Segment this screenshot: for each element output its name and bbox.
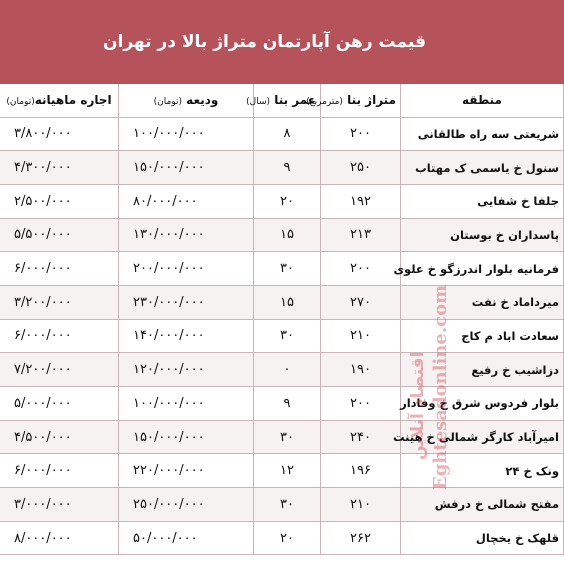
rent-cell: ۵/۰۰۰/۰۰۰ — [0, 387, 119, 421]
region-cell: سعادت اباد م کاج — [401, 319, 564, 353]
table-row — [0, 285, 564, 319]
deposit-cell: ۸۰/۰۰۰/۰۰۰ — [119, 184, 254, 218]
table-row — [0, 117, 564, 151]
table-row — [0, 521, 564, 555]
age-cell: ۳۰ — [254, 319, 321, 353]
deposit-cell: ۱۵۰/۰۰۰/۰۰۰ — [119, 151, 254, 185]
region-cell: امیرآباد کارگر شمالی خ هینت — [401, 420, 564, 454]
header-row — [0, 84, 564, 117]
deposit-cell: ۲۵۰/۰۰۰/۰۰۰ — [119, 488, 254, 522]
deposit-cell: ۱۵۰/۰۰۰/۰۰۰ — [119, 420, 254, 454]
table-row — [0, 353, 564, 387]
rent-cell: ۶/۰۰۰/۰۰۰ — [0, 252, 119, 286]
region-cell: شریعتی سه راه طالقانی — [401, 117, 564, 151]
deposit-cell: ۱۳۰/۰۰۰/۰۰۰ — [119, 218, 254, 252]
area-cell: ۲۱۰ — [321, 319, 401, 353]
region-cell: فرمانیه بلوار اندرزگو خ علوی — [401, 252, 564, 286]
area-cell: ۱۹۰ — [321, 353, 401, 387]
header-region: منطقه — [401, 84, 564, 117]
area-cell: ۲۵۰ — [321, 151, 401, 185]
area-cell: ۱۹۶ — [321, 454, 401, 488]
area-cell: ۲۰۰ — [321, 117, 401, 151]
region-cell: بلوار فردوس شرق خ وفادار — [401, 387, 564, 421]
rent-cell: ۴/۵۰۰/۰۰۰ — [0, 420, 119, 454]
rent-cell: ۴/۳۰۰/۰۰۰ — [0, 151, 119, 185]
rent-cell: ۵/۵۰۰/۰۰۰ — [0, 218, 119, 252]
area-cell: ۲۰۰ — [321, 252, 401, 286]
header-area: متراژ بنا (مترمربع) — [321, 84, 401, 117]
deposit-cell: ۱۰۰/۰۰۰/۰۰۰ — [119, 387, 254, 421]
watermark-latin: Eghtesadonline.com — [430, 284, 451, 490]
table-row — [0, 387, 564, 421]
age-cell: ۳۰ — [254, 488, 321, 522]
page-title: قیمت رهن آپارتمان متراژ بالا در تهران — [102, 32, 426, 52]
table-row — [0, 218, 564, 252]
deposit-cell: ۱۰۰/۰۰۰/۰۰۰ — [119, 117, 254, 151]
age-cell: ۳۰ — [254, 420, 321, 454]
age-cell: ۱۵ — [254, 285, 321, 319]
rent-cell: ۶/۰۰۰/۰۰۰ — [0, 454, 119, 488]
age-cell: ۸ — [254, 117, 321, 151]
header-rent: اجاره ماهیانه(تومان) — [0, 84, 119, 117]
table-row — [0, 319, 564, 353]
rent-cell: ۸/۰۰۰/۰۰۰ — [0, 521, 119, 555]
rent-cell: ۳/۰۰۰/۰۰۰ — [0, 488, 119, 522]
area-cell: ۲۷۰ — [321, 285, 401, 319]
area-cell: ۲۰۰ — [321, 387, 401, 421]
region-cell: دزاشیب خ رفیع — [401, 353, 564, 387]
header-age: عمر بنا (سال) — [254, 84, 321, 117]
area-cell: ۲۱۰ — [321, 488, 401, 522]
watermark-persian: اقتصاد آنلاین — [408, 351, 428, 460]
region-cell: پاسداران خ بوستان — [401, 218, 564, 252]
table-row — [0, 184, 564, 218]
rent-cell: ۲/۵۰۰/۰۰۰ — [0, 184, 119, 218]
table-row — [0, 420, 564, 454]
region-cell: جلفا خ شفایی — [401, 184, 564, 218]
region-cell: قلهک خ یخچال — [401, 521, 564, 555]
deposit-cell: ۵۰/۰۰۰/۰۰۰ — [119, 521, 254, 555]
rent-cell: ۳/۸۰۰/۰۰۰ — [0, 117, 119, 151]
deposit-cell: ۲۳۰/۰۰۰/۰۰۰ — [119, 285, 254, 319]
title-banner — [0, 0, 564, 84]
table-row — [0, 151, 564, 185]
deposit-cell: ۱۲۰/۰۰۰/۰۰۰ — [119, 353, 254, 387]
age-cell: ۲۰ — [254, 184, 321, 218]
table-row — [0, 252, 564, 286]
area-cell: ۲۱۳ — [321, 218, 401, 252]
age-cell: ۳۰ — [254, 252, 321, 286]
region-cell: میرداماد خ نفت — [401, 285, 564, 319]
area-cell: ۲۴۰ — [321, 420, 401, 454]
deposit-cell: ۲۲۰/۰۰۰/۰۰۰ — [119, 454, 254, 488]
age-cell: ۱۲ — [254, 454, 321, 488]
deposit-cell: ۲۰۰/۰۰۰/۰۰۰ — [119, 252, 254, 286]
age-cell: ۹ — [254, 151, 321, 185]
rent-cell: ۶/۰۰۰/۰۰۰ — [0, 319, 119, 353]
age-cell: ۱۵ — [254, 218, 321, 252]
region-cell: سنول خ یاسمی ک مهتاب — [401, 151, 564, 185]
age-cell: ۰ — [254, 353, 321, 387]
rent-cell: ۷/۲۰۰/۰۰۰ — [0, 353, 119, 387]
table-row — [0, 454, 564, 488]
age-cell: ۹ — [254, 387, 321, 421]
rent-cell: ۳/۲۰۰/۰۰۰ — [0, 285, 119, 319]
area-cell: ۱۹۲ — [321, 184, 401, 218]
table-row — [0, 488, 564, 522]
region-cell: ونک خ ۲۴ — [401, 454, 564, 488]
age-cell: ۲۰ — [254, 521, 321, 555]
region-cell: مفتح شمالی خ درفش — [401, 488, 564, 522]
deposit-cell: ۱۴۰/۰۰۰/۰۰۰ — [119, 319, 254, 353]
header-deposit: ودیعه (تومان) — [119, 84, 254, 117]
price-table — [0, 84, 564, 555]
area-cell: ۲۶۲ — [321, 521, 401, 555]
